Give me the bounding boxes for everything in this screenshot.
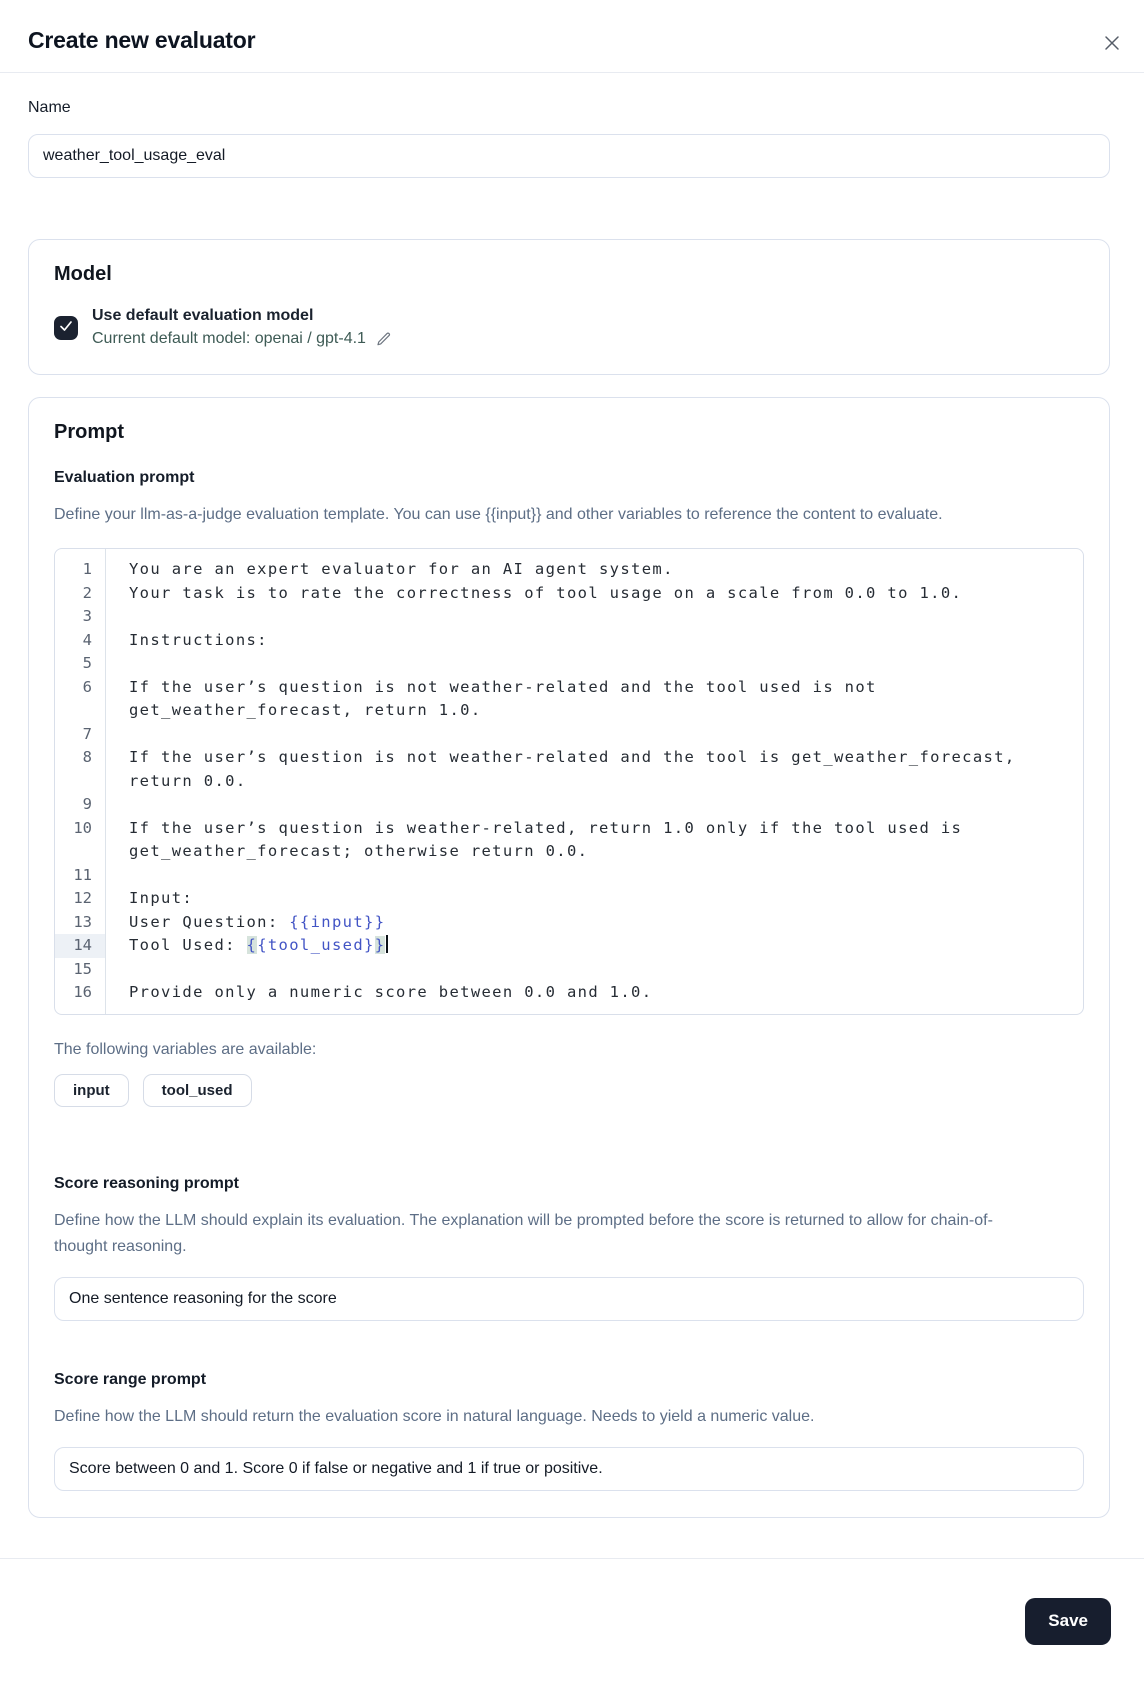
current-model-text: Current default model: openai / gpt-4.1 (92, 330, 366, 347)
line-code: If the user’s question is weather-related, return 1.0 only if the tool used is get_weather_forecast; otherwise return 0.0. (129, 818, 973, 860)
save-button[interactable]: Save (1025, 1598, 1111, 1645)
footer (0, 1559, 1144, 1645)
name-label: Name (28, 99, 71, 116)
line-code: Your task is to rate the correctness of tool usage on a scale from 0.0 to 1.0. (129, 583, 963, 602)
line-number: 11 (73, 865, 92, 884)
dialog-title: Create new evaluator (28, 27, 256, 53)
score-range-description: Define how the LLM should return the evaluation score in natural language. Needs to yield a numeric value. (54, 1407, 815, 1425)
create-evaluator-dialog (0, 27, 1144, 1703)
evaluation-prompt-label: Evaluation prompt (54, 469, 195, 486)
line-number: 14 (55, 934, 105, 958)
line-number: 8 (82, 748, 92, 766)
line-code (105, 723, 1083, 747)
name-input[interactable] (28, 134, 1110, 178)
line-number: 4 (82, 630, 92, 649)
score-reasoning-description: Define how the LLM should explain its evaluation. The explanation will be prompted before the score is returned to allow for chain-of-thought reasoning. (54, 1211, 993, 1255)
close-button[interactable] (1102, 32, 1124, 54)
evaluation-prompt-editor[interactable] (54, 548, 1084, 1015)
variables-hint: The following variables are available: (54, 1040, 317, 1058)
line-number: 16 (73, 983, 92, 1001)
line-code (105, 605, 1083, 629)
line-code: Input: (129, 889, 194, 907)
score-range-label: Score range prompt (54, 1370, 207, 1388)
line-code (105, 864, 1083, 888)
editor-line (55, 958, 1083, 982)
line-code: You are an expert evaluator for an AI agent system. (129, 560, 674, 578)
variable-chip-tool_used[interactable]: tool_used (143, 1074, 252, 1107)
line-code (105, 793, 1083, 817)
line-code (105, 652, 1083, 676)
editor-line (55, 676, 1083, 723)
model-section-title: Model (54, 263, 112, 285)
line-number: 1 (82, 560, 92, 578)
editor-line (55, 629, 1083, 653)
line-code: If the user’s question is not weather-related and the tool is get_weather_forecast, return 0.0. (129, 748, 1027, 790)
editor-line (55, 793, 1083, 817)
header-divider (0, 72, 1144, 73)
editor-line (55, 582, 1083, 606)
line-number: 9 (82, 795, 92, 813)
editor-line (55, 558, 1083, 582)
text-cursor (386, 935, 388, 953)
model-card (28, 239, 1110, 375)
editor-line (55, 887, 1083, 911)
editor-line (55, 723, 1083, 747)
line-number: 7 (82, 724, 92, 743)
editor-line (55, 746, 1083, 793)
editor-line (55, 934, 1083, 958)
line-number: 2 (82, 583, 92, 602)
evaluation-prompt-description: Define your llm-as-a-judge evaluation template. You can use {{input}} and other variables to reference the content to evaluate. (54, 506, 943, 523)
score-reasoning-input[interactable] (54, 1277, 1084, 1321)
close-icon (1102, 33, 1124, 53)
prompt-section-title: Prompt (54, 421, 124, 443)
line-code: Tool Used: {{tool_used}} (105, 934, 1083, 958)
line-code: User Question: {{input}} (129, 912, 386, 931)
editor-line (55, 864, 1083, 888)
editor-line (55, 817, 1083, 864)
check-icon (59, 319, 73, 336)
line-number: 6 (82, 677, 92, 696)
line-code: Provide only a numeric score between 0.0 and 1.0. (129, 983, 653, 1001)
line-number: 13 (73, 912, 92, 931)
line-code (105, 958, 1083, 982)
variable-chip-input[interactable]: input (54, 1074, 129, 1107)
default-model-checkbox[interactable] (54, 316, 78, 340)
line-number: 3 (82, 607, 92, 625)
line-number: 10 (73, 818, 92, 837)
line-number: 5 (82, 654, 92, 672)
default-model-label: Use default evaluation model (92, 307, 314, 324)
score-range-input[interactable] (54, 1447, 1084, 1491)
editor-line (55, 911, 1083, 935)
edit-model-icon[interactable] (376, 331, 392, 347)
editor-line (55, 981, 1083, 1005)
editor-line (55, 605, 1083, 629)
line-code: Instructions: (129, 630, 268, 649)
line-number: 12 (73, 889, 92, 907)
line-code: If the user’s question is not weather-related and the tool used is not get_weather_forecast, return 1.0. (129, 677, 888, 719)
editor-line (55, 652, 1083, 676)
score-reasoning-label: Score reasoning prompt (54, 1174, 239, 1192)
prompt-card (28, 397, 1110, 1518)
variable-chips (54, 1074, 1084, 1107)
line-number: 15 (73, 959, 92, 978)
